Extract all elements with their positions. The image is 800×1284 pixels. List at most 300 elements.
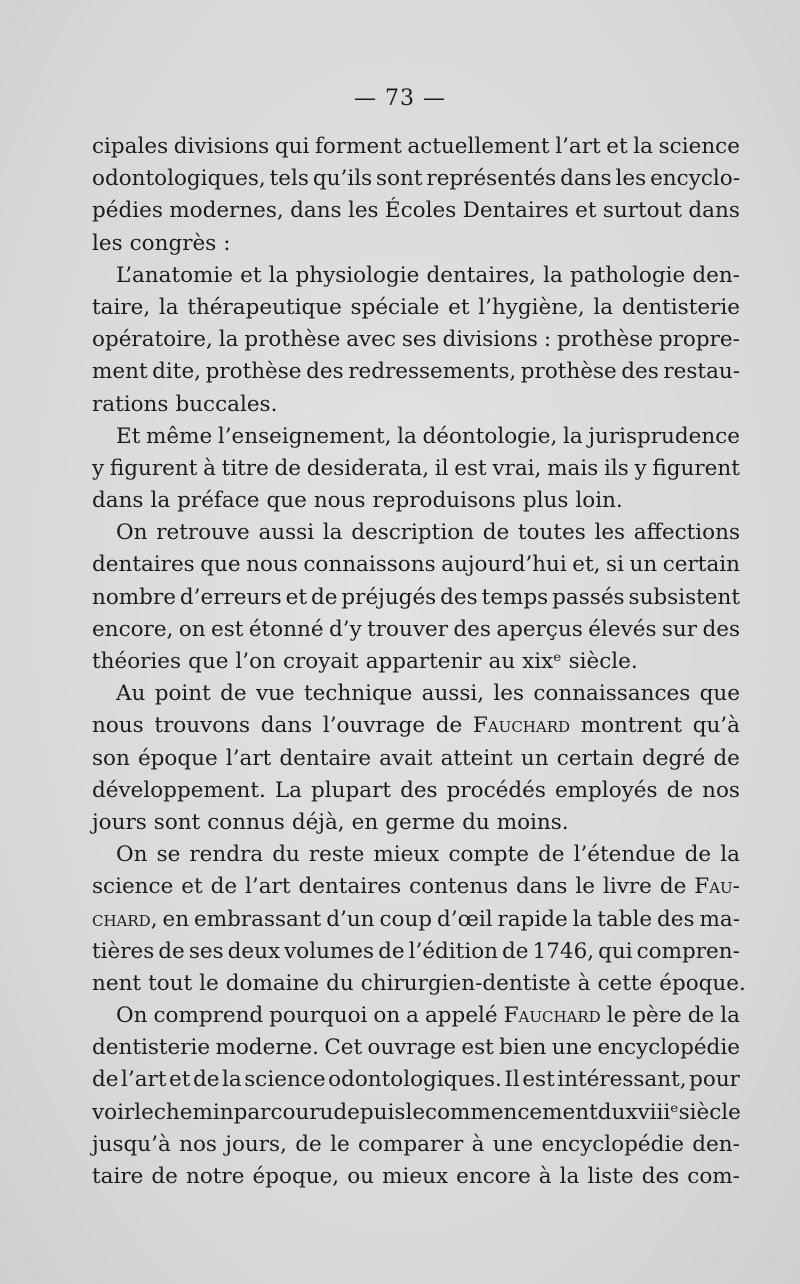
word: dentaire (279, 745, 372, 771)
word: de (666, 777, 694, 803)
word: appartenir (365, 649, 482, 674)
word: compte (448, 842, 529, 868)
word: Fauchard (503, 1003, 601, 1029)
word: pédies (92, 198, 163, 224)
word: avec (346, 327, 396, 353)
word: dans (688, 198, 740, 224)
word: prothèse (244, 327, 341, 353)
text-line (92, 743, 740, 775)
word: bien (499, 1035, 547, 1061)
word: à (538, 1164, 552, 1189)
word: de (151, 1164, 178, 1189)
word: jours, (225, 1131, 287, 1157)
word: connus (207, 809, 285, 835)
word: jusqu’à (92, 1131, 171, 1157)
word: que (200, 552, 241, 578)
word: de (378, 938, 405, 964)
word: déjà, (291, 809, 345, 835)
word: de (713, 745, 740, 771)
word: On (116, 520, 148, 546)
word: 1746, (532, 938, 595, 964)
word: de (538, 842, 565, 868)
word: modernes, (169, 198, 284, 224)
word: embrassant (193, 906, 322, 932)
word: avait (379, 745, 433, 771)
word: nent (92, 970, 142, 996)
word: y (92, 455, 105, 481)
word: mieux (373, 842, 440, 868)
text-line (92, 1000, 740, 1032)
word: titre (221, 455, 269, 481)
word: au (488, 649, 516, 674)
word: ment (92, 359, 148, 385)
word: Fau- (694, 874, 740, 900)
word: la (720, 842, 740, 868)
word: l’édition (408, 938, 498, 964)
word: comparer (358, 1131, 464, 1157)
word: qu’ils (312, 166, 373, 192)
word: livre (602, 874, 652, 900)
word: la (720, 1003, 740, 1029)
word: même (145, 423, 213, 449)
word: l’étendue (573, 842, 676, 868)
word: opératoire, (92, 327, 213, 353)
word: certain (662, 552, 740, 578)
word: La (274, 777, 302, 803)
text-line (92, 260, 740, 292)
word: volumes (284, 938, 375, 964)
word: a (406, 1003, 419, 1029)
body-text (92, 131, 746, 1193)
word: nous (246, 552, 298, 578)
word: voir (92, 1099, 135, 1125)
word: à (577, 970, 591, 996)
word: un (629, 552, 658, 578)
word: dentaires, (426, 262, 536, 288)
word: actuellement (407, 134, 550, 159)
word: l’art (555, 134, 601, 159)
word: forment (314, 134, 402, 159)
word: des (440, 584, 478, 610)
word: passés (552, 584, 625, 610)
word: encyclopédie (597, 1035, 740, 1061)
word: le (330, 1131, 350, 1157)
text-line (92, 1161, 740, 1193)
text-line (92, 421, 740, 453)
word: de (310, 584, 338, 610)
word: les (493, 681, 525, 707)
word: figurent (652, 455, 740, 481)
word: dentaires (92, 552, 195, 578)
word: la (218, 327, 239, 353)
word: trouvons (154, 713, 251, 739)
word: prothèse (205, 359, 302, 385)
text-line (92, 356, 740, 388)
word: divisions (442, 327, 538, 353)
word: chemin (153, 1099, 234, 1125)
word: mieux (382, 1164, 449, 1189)
word: l’hygiène, (478, 294, 585, 320)
word: dans (260, 713, 313, 739)
word: ouvrage (367, 1035, 457, 1061)
word: dans (515, 874, 568, 900)
word: odontologiques. (328, 1067, 502, 1093)
word: deux (227, 938, 281, 964)
word: On (116, 1003, 148, 1029)
word: connaissances (533, 681, 691, 707)
word: prothèse (520, 359, 617, 385)
word: jours (92, 809, 147, 835)
word: procédés (446, 777, 546, 803)
word: vue (255, 681, 295, 707)
word: liste (587, 1164, 634, 1189)
word: affections (633, 520, 740, 546)
word: encyclo- (650, 166, 740, 192)
word: et (448, 294, 470, 320)
text-line (92, 807, 740, 839)
word: d’erreurs (179, 584, 282, 610)
word: de (210, 874, 238, 900)
word: intéressant, (557, 1067, 687, 1093)
word: de (502, 938, 529, 964)
word: du (597, 1099, 626, 1125)
word: la (543, 262, 563, 288)
text-line (92, 163, 740, 195)
word: montrent (580, 713, 683, 739)
word: de (220, 681, 247, 707)
text-line (92, 775, 740, 807)
word: à (203, 455, 216, 481)
word: dentisterie (621, 294, 740, 320)
word: de (482, 520, 510, 546)
word: de (92, 1067, 119, 1093)
text-line (92, 195, 740, 227)
word: subsistent (628, 584, 740, 610)
word: développement. (92, 777, 266, 803)
word: redressements, (348, 359, 517, 385)
word: mais (547, 455, 599, 481)
word: des (400, 777, 438, 803)
word: connaissons (303, 552, 436, 578)
text-line (92, 131, 740, 163)
word: degré (642, 745, 706, 771)
word: odontologiques, (92, 166, 266, 192)
word: nos (702, 777, 740, 803)
word: Écoles (384, 198, 457, 224)
word: qui (598, 938, 633, 964)
word: la (268, 262, 289, 288)
word: et (575, 198, 597, 224)
word: des (306, 359, 344, 385)
word: chard, (92, 906, 158, 932)
text-line (92, 936, 740, 968)
word: la (559, 1164, 580, 1189)
word: encore, (92, 616, 174, 642)
text-line (92, 646, 740, 678)
word: surtout (602, 198, 683, 224)
text-line (92, 549, 740, 581)
word: temps (481, 584, 549, 610)
word: reste (308, 842, 365, 868)
word: sont (376, 166, 423, 192)
word: domaine (225, 970, 320, 996)
text-line (92, 904, 740, 936)
word: loin. (575, 488, 623, 514)
word: en (162, 906, 190, 932)
word: les (92, 230, 123, 256)
word: que (266, 488, 307, 514)
word: la (150, 488, 171, 514)
word: dans (290, 198, 342, 224)
word: Fauchard (472, 713, 571, 739)
word: l’art (121, 1067, 167, 1093)
word: la (158, 294, 179, 320)
word: il (434, 455, 449, 481)
word: Et (116, 423, 141, 449)
word: d’un (326, 906, 375, 932)
word: de (158, 938, 185, 964)
word: compren- (636, 938, 740, 964)
word: d’œil (436, 906, 493, 932)
text-line (92, 1129, 740, 1161)
word: xviiiᵉ (625, 1099, 679, 1125)
word: l’art (225, 745, 272, 771)
word: science (658, 134, 740, 159)
word: point (154, 681, 211, 707)
word: de (687, 1003, 715, 1029)
word: thérapeutique (187, 294, 342, 320)
word: plupart (311, 777, 392, 803)
word: on (178, 616, 206, 642)
text-line (92, 710, 740, 742)
word: croyait (282, 649, 359, 674)
word: le (405, 1099, 426, 1125)
word: la (633, 134, 653, 159)
word: aperçus (496, 616, 583, 642)
word: théories (92, 649, 182, 674)
word: des (657, 906, 695, 932)
word: dite, (152, 359, 202, 385)
word: le (199, 970, 219, 996)
word: l’enseignement, (217, 423, 392, 449)
word: et (285, 584, 307, 610)
text-line (92, 1064, 740, 1096)
word: du (462, 809, 490, 835)
word: d’y (328, 616, 362, 642)
word: nombre (92, 584, 176, 610)
word: représentés (426, 166, 557, 192)
word: aussi, (421, 681, 485, 707)
word: époque (137, 745, 218, 771)
word: les (347, 198, 379, 224)
word: préjugés (341, 584, 437, 610)
word: rapide (497, 906, 568, 932)
word: et, (572, 552, 601, 578)
word: qu’à (692, 713, 740, 739)
word: élevés (588, 616, 657, 642)
word: technique (303, 681, 413, 707)
word: den- (692, 262, 740, 288)
word: siècle. (568, 649, 638, 674)
word: plus (522, 488, 569, 514)
word: père (632, 1003, 682, 1029)
word: des (641, 1164, 680, 1189)
word: des (453, 616, 491, 642)
word: L’anatomie (116, 262, 234, 288)
word: buccales. (175, 391, 278, 417)
word: science (244, 1067, 326, 1093)
word: dans (560, 166, 612, 192)
word: propre- (658, 327, 740, 353)
word: retrouve (156, 520, 250, 546)
word: table (597, 906, 653, 932)
word: dentaires (298, 874, 402, 900)
word: y (634, 455, 647, 481)
word: et (169, 1067, 191, 1093)
word: cette (597, 970, 653, 996)
word: com- (687, 1164, 740, 1189)
word: den- (692, 1131, 740, 1157)
word: contenus (409, 874, 509, 900)
word: physiologie (295, 262, 420, 288)
word: congrès (129, 230, 217, 256)
word: vrai, (492, 455, 542, 481)
word: qui (274, 134, 310, 159)
word: sur (661, 616, 698, 642)
word: parcouru (233, 1099, 334, 1125)
word: des (621, 359, 659, 385)
word: ma- (699, 906, 740, 932)
word: du (326, 970, 354, 996)
word: déontologie, (422, 423, 558, 449)
word: atteint (440, 745, 513, 771)
word: toutes (517, 520, 586, 546)
word: divisions (173, 134, 270, 159)
word: cipales (92, 134, 169, 159)
word: que (188, 649, 229, 674)
word: est (461, 1035, 494, 1061)
text-line (92, 292, 740, 324)
word: de (192, 1067, 220, 1093)
word: rations (92, 391, 169, 417)
word: la (222, 1067, 242, 1093)
word: de (684, 842, 712, 868)
word: l’ouvrage (322, 713, 426, 739)
word: siècle (678, 1099, 741, 1125)
text-line (92, 485, 740, 517)
word: taire (92, 1164, 144, 1189)
word: en (351, 809, 379, 835)
word: est (211, 616, 244, 642)
word: est (522, 1067, 555, 1093)
word: son (92, 745, 130, 771)
word: desiderata, (306, 455, 430, 481)
word: prothèse (557, 327, 653, 353)
word: étonné (248, 616, 324, 642)
word: préface (177, 488, 260, 514)
word: moderne. (215, 1035, 319, 1061)
word: restau- (663, 359, 740, 385)
word: de (274, 455, 302, 481)
word: du (272, 842, 300, 868)
word: pathologie (569, 262, 686, 288)
text-line (92, 1032, 740, 1064)
word: encyclopédie (541, 1131, 684, 1157)
word: des (702, 616, 740, 642)
text-line (92, 614, 740, 646)
word: de (659, 874, 687, 900)
text-line (92, 1097, 740, 1129)
word: aussi (258, 520, 315, 546)
word: la (593, 294, 614, 320)
word: nous (313, 488, 366, 514)
text-line (92, 389, 740, 421)
word: la (397, 423, 417, 449)
word: époque. (659, 970, 746, 996)
word: spéciale (350, 294, 440, 320)
word: dentisterie (92, 1035, 211, 1061)
word: nos (179, 1131, 217, 1157)
word: jurisprudence (588, 423, 740, 449)
word: à (471, 1131, 485, 1157)
word: moins. (496, 809, 569, 835)
text-line (92, 228, 740, 260)
word: dans (92, 488, 144, 514)
word: si (606, 552, 624, 578)
text-line (92, 453, 740, 485)
word: : (223, 230, 231, 256)
word: germe (385, 809, 456, 835)
word: la (572, 906, 593, 932)
word: tout (148, 970, 193, 996)
word: rendra (189, 842, 264, 868)
word: trouver (367, 616, 448, 642)
word: pour (689, 1067, 740, 1093)
word: tels (269, 166, 309, 192)
word: de (435, 713, 463, 739)
word: chirurgien-dentiste (360, 970, 571, 996)
word: science (92, 874, 174, 900)
word: les (594, 520, 626, 546)
word: comprend (153, 1003, 264, 1029)
word: et (240, 262, 262, 288)
word: l’on (235, 649, 276, 674)
word: notre (186, 1164, 245, 1189)
word: une (551, 1035, 593, 1061)
word: coup (379, 906, 433, 932)
word: un (520, 745, 549, 771)
word: employés (554, 777, 658, 803)
word: de (295, 1131, 322, 1157)
word: xixᵉ (522, 649, 562, 674)
word: la (562, 423, 583, 449)
word: Au (116, 681, 146, 707)
word: tières (92, 938, 155, 964)
text-line (92, 582, 740, 614)
word: on (373, 1003, 401, 1029)
word: depuis (333, 1099, 406, 1125)
word: le (134, 1099, 154, 1125)
text-line (92, 839, 740, 871)
word: époque, (252, 1164, 340, 1189)
word: que (699, 681, 740, 707)
word: est (454, 455, 487, 481)
text-line (92, 968, 746, 1000)
word: sont (153, 809, 201, 835)
word: ses (401, 327, 437, 353)
word: taire, (92, 294, 151, 320)
word: ils (603, 455, 629, 481)
